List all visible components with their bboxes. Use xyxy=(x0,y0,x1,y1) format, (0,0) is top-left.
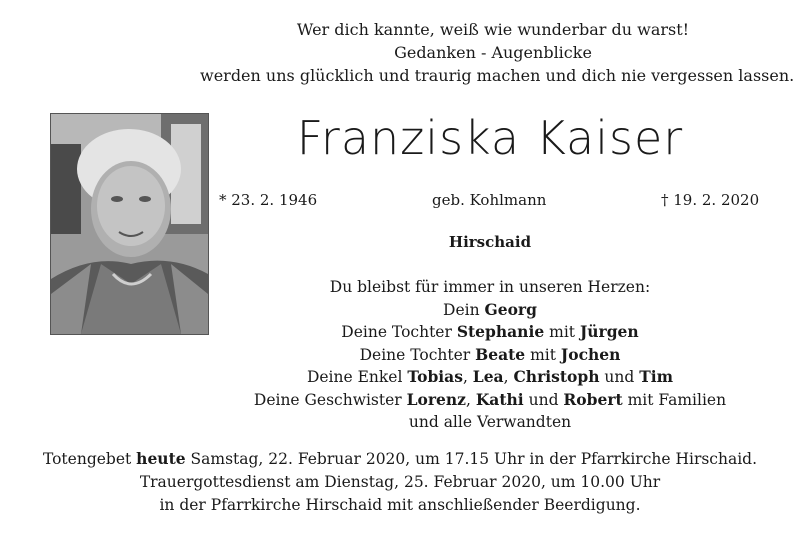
mourners-intro: Du bleibst für immer in unseren Herzen: xyxy=(329,278,651,296)
mourner-line xyxy=(220,344,760,367)
mourner-name: Jochen xyxy=(560,344,621,364)
mourner-text: mit Familien xyxy=(622,390,727,409)
mourner-name: Tobias xyxy=(407,367,463,386)
mourner-text: mit xyxy=(544,323,580,341)
service-details xyxy=(20,447,780,517)
portrait-photo xyxy=(50,113,209,335)
mourner-text: , xyxy=(465,390,476,409)
mourner-text: Deine Tochter xyxy=(359,345,476,364)
mourner-text: Dein xyxy=(443,300,485,319)
death-date: † 19. 2. 2020 xyxy=(661,191,760,209)
birth-date: * 23. 2. 1946 xyxy=(219,191,318,209)
mourner-text: , xyxy=(503,368,514,386)
deceased-name: Franziska Kaiser xyxy=(296,111,684,165)
maiden-name: geb. Kohlmann xyxy=(432,191,547,209)
service-text: Totengebet xyxy=(42,450,137,468)
verse-line: Wer dich kannte, weiß wie wunderbar du warst! xyxy=(296,20,690,39)
verse-line: werden uns glücklich und traurig machen und dich nie vergessen lassen. xyxy=(200,66,795,85)
mourner-text: Deine Geschwister xyxy=(253,390,407,409)
mourner-name: Tim xyxy=(639,367,674,386)
mourner-text: , xyxy=(462,368,473,386)
mourner-line xyxy=(220,366,760,389)
verse-line: Gedanken - Augenblicke xyxy=(394,43,592,62)
service-text: Samstag, 22. Februar 2020, um 17.15 Uhr in der Pfarrkirche Hirschaid. xyxy=(185,450,758,468)
service-line: Trauergottesdienst am Dienstag, 25. Februar 2020, um 10.00 Uhr xyxy=(139,473,661,491)
mourner-name: Kathi xyxy=(475,389,524,409)
mourner-text: Deine Tochter xyxy=(341,323,457,341)
mourner-name: Lea xyxy=(472,367,504,386)
mourner-name: Lorenz xyxy=(406,389,466,409)
mourner-line xyxy=(220,321,760,344)
service-line: in der Pfarrkirche Hirschaid mit anschließender Beerdigung. xyxy=(159,496,641,514)
mourners-closing: und alle Verwandten xyxy=(408,413,572,431)
service-highlight: heute xyxy=(136,449,186,468)
mourner-name: Jürgen xyxy=(579,322,639,341)
mourner-name: Stephanie xyxy=(456,322,545,341)
mourner-text: und xyxy=(523,390,564,409)
mourners-list xyxy=(220,276,760,434)
residence-place: Hirschaid xyxy=(448,233,532,251)
mourner-line xyxy=(220,389,760,412)
memorial-verse xyxy=(200,18,795,87)
mourner-text: mit xyxy=(525,345,561,364)
mourner-name: Robert xyxy=(563,389,623,409)
portrait-image xyxy=(51,114,208,334)
mourner-name: Georg xyxy=(484,299,537,319)
mourner-line xyxy=(220,299,760,322)
mourner-name: Beate xyxy=(475,344,526,364)
mourner-name: Christoph xyxy=(513,367,600,386)
mourner-text: und xyxy=(599,368,640,386)
mourner-text: Deine Enkel xyxy=(306,368,408,386)
service-line xyxy=(20,447,780,471)
